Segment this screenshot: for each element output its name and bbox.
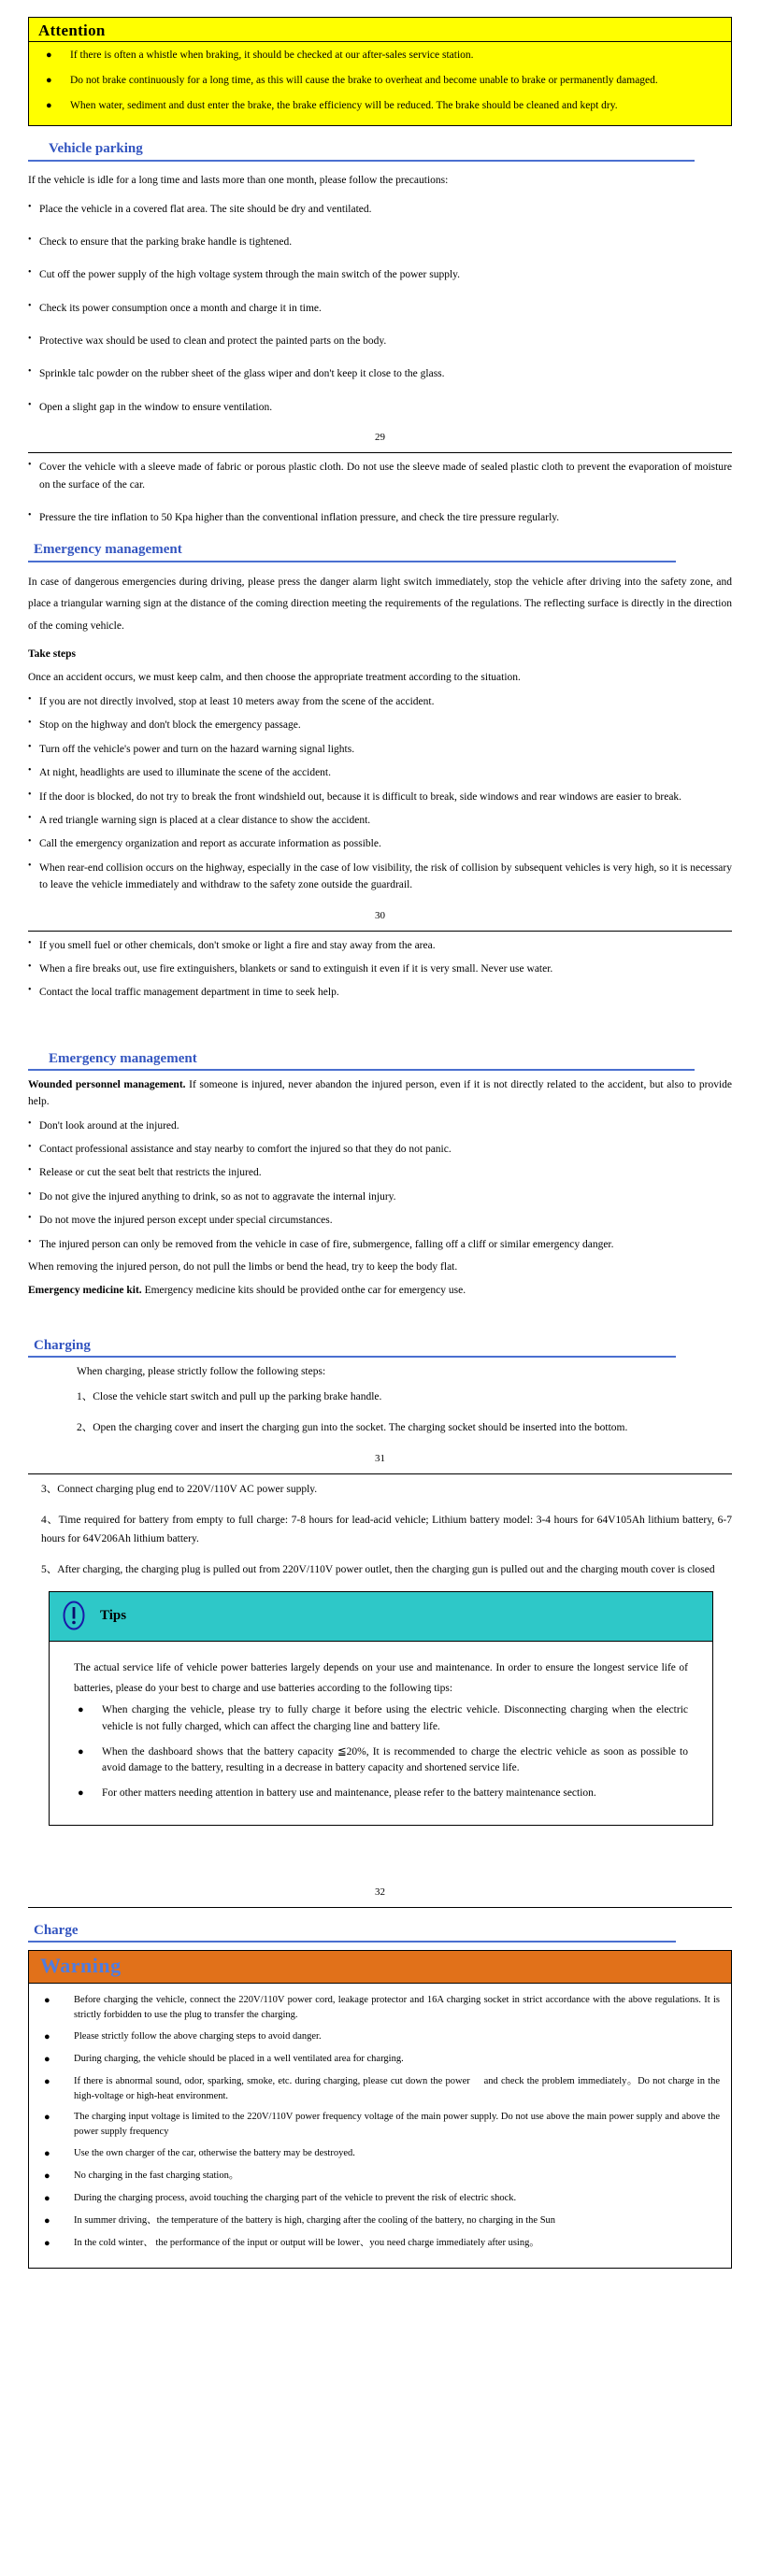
section-heading-emergency-management-2 (28, 1051, 732, 1071)
warning-item-text: The charging input voltage is limited to the 220V/110V power frequency voltage of the main power supply. Do not use above the main power supply and above the power supply frequency (74, 2112, 720, 2138)
heading-rule (94, 1344, 676, 1358)
bullet-dot-icon: ● (44, 2075, 50, 2087)
warning-item-text: No charging in the fast charging station。 (74, 2170, 239, 2182)
list-item: • Check its power consumption once a month and charge it in time. (28, 300, 732, 317)
warning-item-text: Use the own charger of the car, otherwise the battery may be destroyed. (74, 2147, 355, 2158)
section-spacer (28, 1306, 732, 1323)
list-item: • Call the emergency organization and report as accurate information as possible. (28, 835, 732, 852)
exclamation-oval-icon (63, 1601, 85, 1630)
list-item: • Do not give the injured anything to drink, so as not to aggravate the internal injury. (28, 1188, 732, 1205)
page-break-rule (28, 1907, 732, 1908)
page-number: 29 (375, 432, 385, 444)
warning-item-text: If there is abnormal sound, odor, sparking, smoke, etc. during charging, please cut down the power and check the problem immediately。Do not charge in the high-voltage or high-heat environment. (74, 2075, 720, 2101)
section-heading-charging (28, 1338, 732, 1358)
bullet-dot-icon: ● (44, 1995, 50, 2007)
section-title: Charge (28, 1923, 82, 1943)
list-item: • If you smell fuel or other chemicals, don't smoke or light a fire and stay away from the area. (28, 937, 732, 954)
list-item: • Release or cut the seat belt that restricts the injured. (28, 1164, 732, 1181)
list-item: • Open a slight gap in the window to ensure ventilation. (28, 399, 732, 416)
tips-title: Tips (100, 1607, 127, 1623)
bullet-dot-icon: ● (78, 1703, 84, 1715)
charging-intro: When charging, please strictly follow the following steps: (77, 1365, 326, 1377)
warning-bullet-item (40, 2191, 720, 2207)
section-heading-charge (28, 1923, 732, 1943)
emergency-steps-list (28, 693, 732, 894)
warning-item-text: In the cold winter、 the performance of the input or output will be lower、you need charge immediately after using。 (74, 2238, 539, 2249)
warning-bullet-item (40, 2074, 720, 2104)
charging-steps-continued-block (28, 1480, 732, 1580)
page-number: 30 (375, 909, 385, 921)
heading-rule (147, 148, 695, 162)
take-steps-intro: Once an accident occurs, we must keep calm, and then choose the appropriate treatment according to the situation. (28, 672, 521, 684)
warning-bullet-item (40, 2213, 720, 2229)
list-item: 4、Time required for battery from empty to full charge: 7-8 hours for lead-acid vehicle; Lithium battery model: 3-4 hours for 64V105Ah lithium battery, 6-7 hours for 64V206Ah lithium battery. (41, 1514, 732, 1545)
warning-bullet-item (40, 2029, 720, 2045)
bullet-dot-icon: ● (44, 2147, 50, 2159)
section-title: Vehicle parking (28, 141, 147, 161)
page-number: 32 (375, 1886, 385, 1898)
list-item: • Check to ensure that the parking brake handle is tightened. (28, 234, 732, 250)
section-spacer (28, 1826, 732, 1854)
list-item: • Pressure the tire inflation to 50 Kpa higher than the conventional inflation pressure, and check the tire pressure regularly. (28, 509, 732, 526)
list-item: • A red triangle warning sign is placed at a clear distance to show the accident. (28, 812, 732, 829)
wounded-personnel-paragraph (28, 1077, 732, 1111)
tips-bullet-item (74, 1744, 688, 1778)
bullet-dot-icon: ● (44, 2215, 50, 2227)
list-item: 5、After charging, the charging plug is pulled out from 220V/110V power outlet, then the charging gun is pulled out and the charging mouth cover is closed (41, 1564, 715, 1576)
section-heading-emergency-management (28, 542, 732, 562)
tips-callout-box (49, 1591, 713, 1826)
charging-steps-list (77, 1388, 732, 1437)
section-spacer (28, 1854, 732, 1871)
warning-body (29, 1984, 731, 2268)
warning-item-text: During charging, the vehicle should be placed in a well ventilated area for charging. (74, 2053, 404, 2064)
list-item: • Don't look around at the injured. (28, 1117, 732, 1134)
bullet-dot-icon: ● (44, 2170, 50, 2183)
tips-bullet-item (74, 1702, 688, 1736)
list-item: 1、Close the vehicle start switch and pull up the parking brake handle. (77, 1390, 382, 1402)
list-item: • If you are not directly involved, stop at least 10 meters away from the scene of the accident. (28, 693, 732, 710)
warning-item-text: Please strictly follow the above charging steps to avoid danger. (74, 2030, 322, 2042)
warning-bullet-item (40, 2236, 720, 2252)
emergency-intro: In case of dangerous emergencies during driving, please press the danger alarm light switch immediately, stop the vehicle after driving into the safety zone, and place a triangular warning sign at the distance of the coming direction meeting the requirements of the regulations. The reflecting surface is directly in the direction of the coming vehicle. (28, 576, 732, 632)
list-item: • Cut off the power supply of the high voltage system through the main switch of the power supply. (28, 266, 732, 283)
warning-title: Warning (40, 1954, 122, 1978)
section-title: Emergency management (28, 542, 186, 562)
list-item: • Sprinkle talc powder on the rubber sheet of the glass wiper and don't keep it close to the glass. (28, 365, 732, 382)
bullet-dot-icon: ● (44, 2238, 50, 2250)
attention-title: Attention (29, 18, 731, 42)
bullet-dot-icon: ● (78, 1787, 84, 1800)
vehicle-parking-list-continued (28, 459, 732, 526)
charging-steps-list-continued (41, 1480, 732, 1580)
medicine-kit-text: Emergency medicine kits should be provided onthe car for emergency use. (144, 1284, 466, 1296)
vehicle-parking-list (28, 201, 732, 417)
top-spacer (28, 0, 732, 17)
bullet-dot-icon: ● (44, 2193, 50, 2205)
bullet-dot-icon: ● (44, 2112, 50, 2124)
list-item: • Turn off the vehicle's power and turn on the hazard warning signal lights. (28, 741, 732, 758)
attention-callout-box (28, 17, 732, 126)
page-number: 31 (375, 1452, 385, 1464)
bullet-dot-icon: ● (44, 2030, 50, 2042)
section-title: Emergency management (28, 1051, 201, 1071)
tips-item-text: For other matters needing attention in battery use and maintenance, please refer to the battery maintenance section. (102, 1787, 596, 1800)
attention-item-text: Do not brake continuously for a long time, as this will cause the brake to overheat and become unable to brake or permanently damaged. (70, 74, 658, 86)
wounded-personnel-label: Wounded personnel management. (28, 1078, 186, 1090)
bullet-dot-icon: ● (78, 1745, 84, 1758)
attention-bullet-item (42, 98, 718, 115)
warning-item-text: During the charging process, avoid touching the charging part of the vehicle to prevent the risk of electric shock. (74, 2193, 517, 2204)
page-break-rule (28, 1473, 732, 1474)
list-item: • Cover the vehicle with a sleeve made of fabric or porous plastic cloth. Do not use the sleeve made of sealed plastic cloth to prevent the evaporation of moisture on the surface of the car. (28, 459, 732, 493)
attention-item-text: When water, sediment and dust enter the brake, the brake efficiency will be reduced. The brake should be cleaned and kept dry. (70, 99, 618, 111)
heading-rule (201, 1057, 695, 1071)
medicine-kit-label: Emergency medicine kit. (28, 1284, 142, 1296)
bullet-dot-icon: ● (44, 2053, 50, 2065)
wounded-personnel-list (28, 1117, 732, 1253)
list-item: • Place the vehicle in a covered flat area. The site should be dry and ventilated. (28, 201, 732, 218)
bullet-dot-icon: ● (46, 50, 52, 61)
wounded-personnel-text: If someone is injured, never abandon the injured person, even if it is not directly related to the accident, but also to provide help. (28, 1078, 733, 1107)
tips-intro: The actual service life of vehicle power batteries largely depends on your use and maintenance. In order to ensure the longest service life of batteries, please do your best to charge and use batteries according to the following tips: (74, 1662, 688, 1694)
list-item: • If the door is blocked, do not try to break the front windshield out, because it is difficult to break, side windows and rear windows are easier to break. (28, 789, 732, 805)
list-item: • When a fire breaks out, use fire extinguishers, blankets or sand to extinguish it even if it is very small. Never use water. (28, 961, 732, 977)
list-item: • Contact professional assistance and stay nearby to comfort the injured so that they do not panic. (28, 1141, 732, 1158)
attention-items (29, 42, 731, 125)
list-item: 2、Open the charging cover and insert the charging gun into the socket. The charging socket should be inserted into the bottom. (77, 1421, 628, 1433)
tips-bullet-item (74, 1786, 688, 1802)
heading-rule (82, 1928, 677, 1943)
tips-header (50, 1592, 712, 1642)
vehicle-parking-intro: If the vehicle is idle for a long time and lasts more than one month, please follow the precautions: (28, 174, 449, 186)
warning-callout-box (28, 1950, 732, 2269)
list-item: • Stop on the highway and don't block the emergency passage. (28, 717, 732, 733)
warning-item-text: In summer driving、the temperature of the battery is high, charging after the cooling of the battery, no charging in the Sun (74, 2215, 556, 2227)
warning-bullet-item (40, 2052, 720, 2068)
bullet-dot-icon: ● (46, 99, 52, 111)
wounded-closing-text: When removing the injured person, do not pull the limbs or bend the head, try to keep the body flat. (28, 1260, 458, 1273)
warning-header (29, 1951, 731, 1984)
attention-bullet-item (42, 48, 718, 64)
page-break-rule (28, 931, 732, 932)
tips-body (50, 1642, 712, 1825)
list-item: • Do not move the injured person except under special circumstances. (28, 1212, 732, 1229)
take-steps-label: Take steps (28, 648, 77, 661)
list-item: • The injured person can only be removed from the vehicle in case of fire, submergence, falling off a cliff or similar emergency danger. (28, 1236, 732, 1253)
bullet-dot-icon: ● (46, 74, 52, 86)
emergency-medicine-kit-paragraph (28, 1283, 732, 1300)
warning-bullet-item (40, 1993, 720, 2023)
section-spacer (28, 1008, 732, 1036)
list-item: • Protective wax should be used to clean and protect the painted parts on the body. (28, 333, 732, 349)
heading-rule (186, 548, 676, 562)
section-title: Charging (28, 1338, 94, 1358)
warning-bullet-item (40, 2169, 720, 2185)
page-break-rule (28, 452, 732, 453)
warning-item-text: Before charging the vehicle, connect the 220V/110V power cord, leakage protector and 16A charging socket in strict accordance with the above regulations. It is strictly forbidden to use the plug to transfer the charging. (74, 1995, 720, 2021)
bottom-spacer (28, 2269, 732, 2285)
list-item: • Contact the local traffic management department in time to seek help. (28, 984, 732, 1001)
attention-bullet-item (42, 73, 718, 90)
charging-steps-block (28, 1364, 732, 1437)
tips-item-text: When charging the vehicle, please try to fully charge it before using the electric vehicle. Disconnecting charging when the electric vehicle is not fully charged, which can affect the charging line and battery life. (102, 1703, 688, 1732)
list-item: • At night, headlights are used to illuminate the scene of the accident. (28, 764, 732, 781)
tips-item-text: When the dashboard shows that the battery capacity ≦20%, It is recommended to charge the electric vehicle as soon as possible to avoid damage to the battery, resulting in a decrease in battery capacity and shortened service life. (102, 1745, 688, 1774)
warning-bullet-item (40, 2146, 720, 2162)
section-heading-vehicle-parking (28, 141, 732, 161)
attention-item-text: If there is often a whistle when braking, it should be checked at our after-sales service station. (70, 50, 474, 61)
warning-bullet-item (40, 2110, 720, 2140)
emergency-steps-list-continued (28, 937, 732, 1002)
list-item: • When rear-end collision occurs on the highway, especially in the case of low visibility, the risk of collision by subsequent vehicles is very high, so it is necessary to leave the vehicle immediately and withdraw to the safety zone outside the guardrail. (28, 860, 732, 894)
list-item: 3、Connect charging plug end to 220V/110V AC power supply. (41, 1483, 318, 1495)
